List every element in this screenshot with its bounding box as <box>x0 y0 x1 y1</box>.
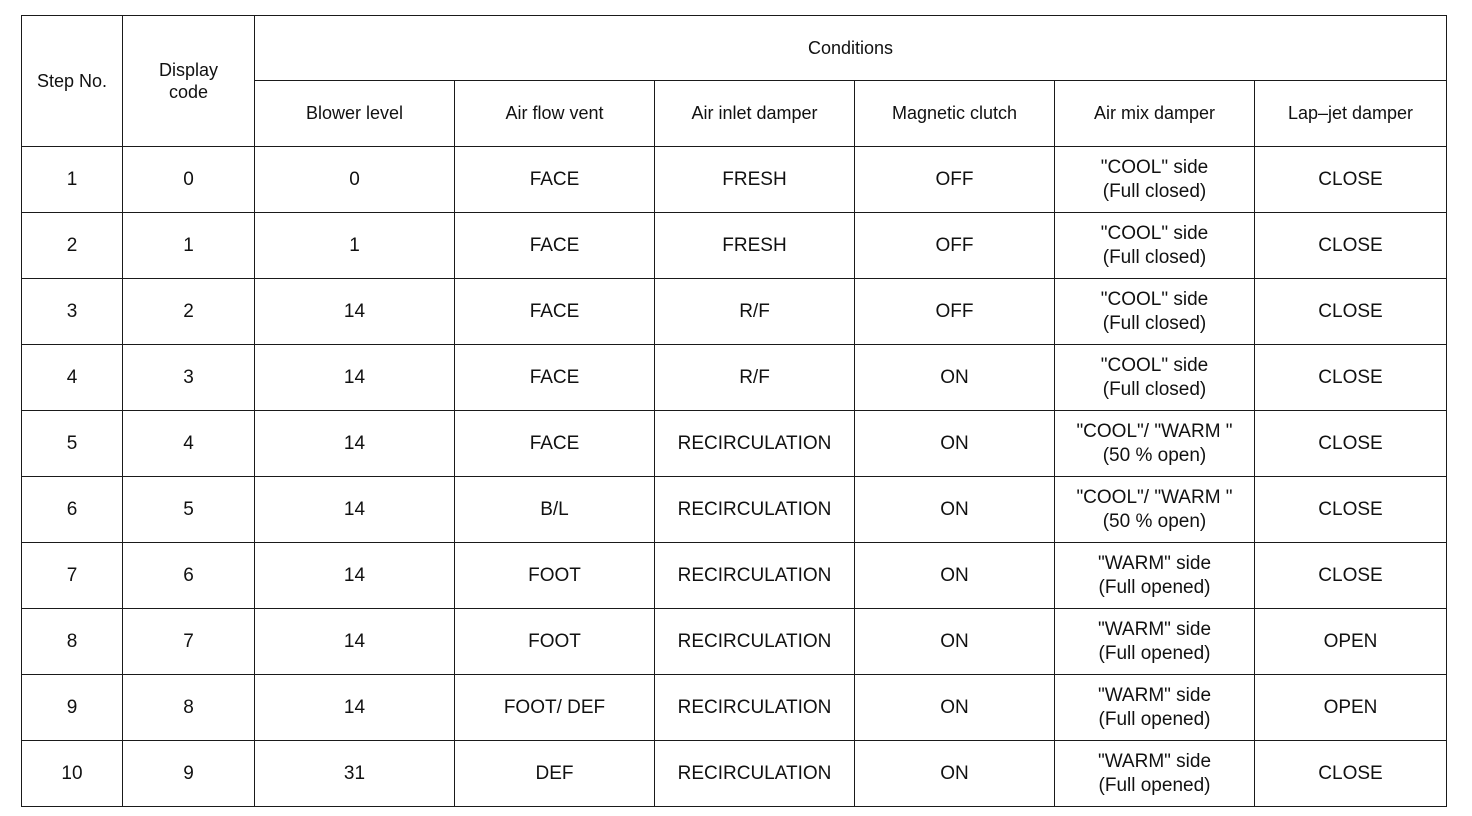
step-cell: 8 <box>22 609 123 675</box>
air-flow-vent-cell: FOOT/ DEF <box>455 675 655 741</box>
air-mix-damper-line1: "COOL"/ "WARM " <box>1076 486 1233 508</box>
display-code-cell: 4 <box>123 411 255 477</box>
table-row <box>22 147 1447 213</box>
air-inlet-damper-cell: FRESH <box>655 147 855 213</box>
display-code-cell: 5 <box>123 477 255 543</box>
air-mix-damper-line2: (Full opened) <box>1098 576 1211 598</box>
step-cell: 10 <box>22 741 123 807</box>
table-body <box>22 147 1447 807</box>
air-inlet-damper-cell: RECIRCULATION <box>655 411 855 477</box>
air-flow-vent-cell: DEF <box>455 741 655 807</box>
air-mix-damper-cell <box>1055 543 1255 609</box>
magnetic-clutch-header: Magnetic clutch <box>855 81 1055 147</box>
table-row <box>22 345 1447 411</box>
blower-level-cell: 1 <box>255 213 455 279</box>
table-row <box>22 477 1447 543</box>
air-mix-damper-cell <box>1055 741 1255 807</box>
magnetic-clutch-cell: OFF <box>855 147 1055 213</box>
air-flow-vent-cell: FACE <box>455 147 655 213</box>
air-mix-damper-line2: (Full opened) <box>1098 774 1211 796</box>
step-cell: 4 <box>22 345 123 411</box>
display-code-cell: 0 <box>123 147 255 213</box>
air-mix-damper-line2: (50 % open) <box>1102 444 1207 466</box>
blower-level-cell: 14 <box>255 411 455 477</box>
display-code-cell: 1 <box>123 213 255 279</box>
lap-jet-damper-cell: CLOSE <box>1255 279 1447 345</box>
air-mix-damper-line2: (50 % open) <box>1102 510 1207 532</box>
step-cell: 7 <box>22 543 123 609</box>
blower-level-cell: 14 <box>255 675 455 741</box>
air-flow-vent-cell: FACE <box>455 345 655 411</box>
conditions-header: Conditions <box>255 16 1447 81</box>
air-mix-damper-cell <box>1055 477 1255 543</box>
magnetic-clutch-cell: OFF <box>855 279 1055 345</box>
blower-level-header: Blower level <box>255 81 455 147</box>
lap-jet-damper-cell: CLOSE <box>1255 741 1447 807</box>
air-mix-damper-line1: "WARM" side <box>1097 684 1212 706</box>
lap-jet-damper-cell: OPEN <box>1255 609 1447 675</box>
magnetic-clutch-cell: ON <box>855 675 1055 741</box>
step-cell: 3 <box>22 279 123 345</box>
magnetic-clutch-cell: ON <box>855 741 1055 807</box>
blower-level-cell: 0 <box>255 147 455 213</box>
display-code-cell: 8 <box>123 675 255 741</box>
display-code-cell: 3 <box>123 345 255 411</box>
table-row <box>22 741 1447 807</box>
air-mix-damper-line1: "COOL"/ "WARM " <box>1076 420 1233 442</box>
air-inlet-damper-header: Air inlet damper <box>655 81 855 147</box>
magnetic-clutch-cell: ON <box>855 411 1055 477</box>
air-mix-damper-line2: (Full opened) <box>1098 708 1211 730</box>
air-mix-damper-line2: (Full closed) <box>1102 180 1207 202</box>
blower-level-cell: 14 <box>255 477 455 543</box>
display-code-cell: 2 <box>123 279 255 345</box>
air-mix-damper-line1: "COOL" side <box>1100 288 1209 310</box>
table-row <box>22 411 1447 477</box>
lap-jet-damper-cell: CLOSE <box>1255 345 1447 411</box>
blower-level-cell: 14 <box>255 345 455 411</box>
air-flow-vent-cell: FOOT <box>455 609 655 675</box>
air-mix-damper-cell <box>1055 213 1255 279</box>
air-inlet-damper-cell: FRESH <box>655 213 855 279</box>
lap-jet-damper-header: Lap–jet damper <box>1255 81 1447 147</box>
air-mix-damper-line1: "WARM" side <box>1097 552 1212 574</box>
table-row <box>22 213 1447 279</box>
display-code-cell: 9 <box>123 741 255 807</box>
air-inlet-damper-cell: RECIRCULATION <box>655 543 855 609</box>
lap-jet-damper-cell: CLOSE <box>1255 213 1447 279</box>
blower-level-cell: 14 <box>255 609 455 675</box>
display-code-header-line1: Display <box>158 59 219 80</box>
step-cell: 1 <box>22 147 123 213</box>
magnetic-clutch-cell: ON <box>855 609 1055 675</box>
air-inlet-damper-cell: RECIRCULATION <box>655 675 855 741</box>
display-code-header <box>123 16 255 147</box>
air-mix-damper-cell <box>1055 609 1255 675</box>
air-mix-damper-line2: (Full closed) <box>1102 378 1207 400</box>
step-cell: 5 <box>22 411 123 477</box>
blower-level-cell: 14 <box>255 279 455 345</box>
lap-jet-damper-cell: CLOSE <box>1255 411 1447 477</box>
magnetic-clutch-cell: OFF <box>855 213 1055 279</box>
air-mix-damper-cell <box>1055 147 1255 213</box>
magnetic-clutch-cell: ON <box>855 477 1055 543</box>
lap-jet-damper-cell: CLOSE <box>1255 543 1447 609</box>
lap-jet-damper-cell: CLOSE <box>1255 477 1447 543</box>
step-no-header: Step No. <box>22 16 123 147</box>
air-inlet-damper-cell: RECIRCULATION <box>655 609 855 675</box>
air-mix-damper-line2: (Full closed) <box>1102 312 1207 334</box>
display-code-cell: 7 <box>123 609 255 675</box>
blower-level-cell: 14 <box>255 543 455 609</box>
air-flow-vent-header: Air flow vent <box>455 81 655 147</box>
lap-jet-damper-cell: OPEN <box>1255 675 1447 741</box>
display-code-cell: 6 <box>123 543 255 609</box>
air-mix-damper-line2: (Full opened) <box>1098 642 1211 664</box>
lap-jet-damper-cell: CLOSE <box>1255 147 1447 213</box>
step-cell: 9 <box>22 675 123 741</box>
air-mix-damper-line1: "WARM" side <box>1097 618 1212 640</box>
step-cell: 6 <box>22 477 123 543</box>
table-row <box>22 543 1447 609</box>
step-cell: 2 <box>22 213 123 279</box>
magnetic-clutch-cell: ON <box>855 543 1055 609</box>
table-row <box>22 675 1447 741</box>
air-flow-vent-cell: FACE <box>455 213 655 279</box>
air-mix-damper-cell <box>1055 279 1255 345</box>
air-mix-damper-line1: "COOL" side <box>1100 156 1209 178</box>
air-inlet-damper-cell: R/F <box>655 345 855 411</box>
air-mix-damper-line1: "COOL" side <box>1100 354 1209 376</box>
air-inlet-damper-cell: RECIRCULATION <box>655 477 855 543</box>
table-row <box>22 609 1447 675</box>
air-flow-vent-cell: B/L <box>455 477 655 543</box>
table-row <box>22 279 1447 345</box>
air-mix-damper-cell <box>1055 411 1255 477</box>
air-inlet-damper-cell: RECIRCULATION <box>655 741 855 807</box>
air-inlet-damper-cell: R/F <box>655 279 855 345</box>
air-mix-damper-line1: "WARM" side <box>1097 750 1212 772</box>
magnetic-clutch-cell: ON <box>855 345 1055 411</box>
table-header <box>22 16 1447 147</box>
air-flow-vent-cell: FACE <box>455 279 655 345</box>
blower-level-cell: 31 <box>255 741 455 807</box>
air-mix-damper-line1: "COOL" side <box>1100 222 1209 244</box>
air-flow-vent-cell: FACE <box>455 411 655 477</box>
air-mix-damper-header: Air mix damper <box>1055 81 1255 147</box>
display-code-header-line2: code <box>168 82 209 102</box>
conditions-table <box>21 15 1447 807</box>
air-flow-vent-cell: FOOT <box>455 543 655 609</box>
air-mix-damper-cell <box>1055 345 1255 411</box>
air-mix-damper-cell <box>1055 675 1255 741</box>
air-mix-damper-line2: (Full closed) <box>1102 246 1207 268</box>
